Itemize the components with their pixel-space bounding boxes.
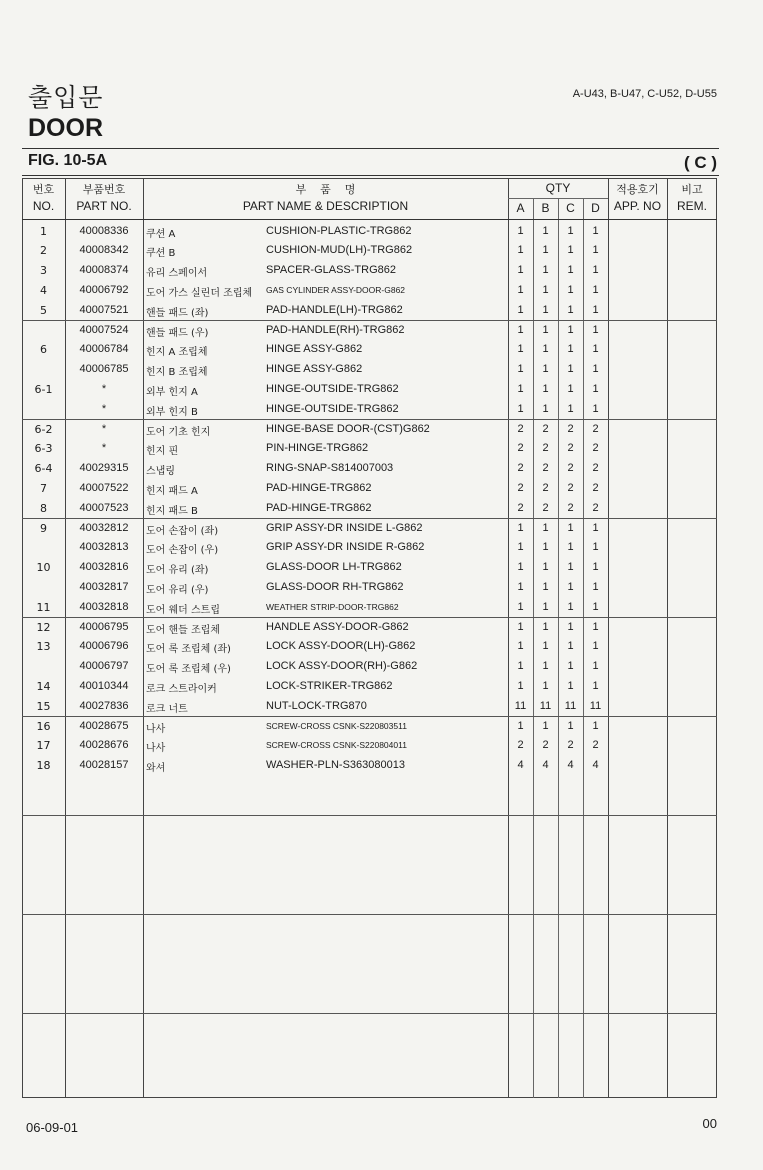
qty-b: 1 — [542, 640, 549, 653]
col-header-rem-ko: 비고 — [681, 183, 703, 196]
part-description: PAD-HANDLE(LH)-TRG862 — [266, 303, 403, 316]
part-number: 40032812 — [79, 521, 129, 534]
part-name-korean: 도어 핸들 조립체 — [146, 624, 220, 636]
qty-c: 1 — [567, 402, 574, 415]
qty-b: 4 — [542, 759, 549, 772]
part-name-korean: 힌지 B 조립체 — [146, 367, 208, 379]
table-row — [22, 360, 717, 380]
qty-c: 1 — [567, 679, 574, 692]
part-number: 40032813 — [79, 541, 129, 554]
part-number: 40008342 — [79, 244, 129, 257]
item-number: 12 — [36, 620, 51, 634]
qty-c: 1 — [567, 343, 574, 356]
part-description: GAS CYLINDER ASSY-DOOR-G862 — [266, 284, 406, 295]
qty-a: 2 — [517, 422, 524, 435]
page-title-korean: 출입문 — [28, 83, 104, 112]
item-number: 6-3 — [34, 442, 53, 456]
part-number: 40006797 — [79, 660, 129, 673]
qty-a: 2 — [517, 739, 524, 752]
part-number: 40028675 — [79, 719, 129, 732]
revision-date: 06-09-01 — [26, 1120, 79, 1135]
part-name-korean: 쿠션 B — [146, 248, 176, 260]
table-row — [22, 697, 717, 717]
part-number: * — [101, 382, 107, 395]
qty-c: 1 — [567, 719, 574, 732]
qty-d: 1 — [592, 679, 599, 692]
part-number: 40007521 — [79, 303, 129, 316]
qty-d: 1 — [592, 580, 599, 593]
qty-d: 1 — [592, 363, 599, 376]
qty-a: 1 — [517, 580, 524, 593]
part-name-korean: 로크 스트라이커 — [146, 683, 217, 695]
col-header-name-ko: 부 품 명 — [295, 183, 356, 196]
item-number: 16 — [36, 719, 51, 733]
item-number: 18 — [36, 759, 51, 773]
part-description: WASHER-PLN-S363080013 — [266, 759, 405, 772]
part-name-korean: 외부 힌지 B — [146, 406, 198, 418]
qty-a: 2 — [517, 442, 524, 455]
part-number: 40032818 — [79, 600, 129, 613]
qty-c: 1 — [567, 600, 574, 613]
table-row — [22, 301, 717, 321]
table-row — [22, 420, 717, 440]
part-name-korean: 도어 손잡이 (우) — [146, 545, 219, 557]
qty-a: 1 — [517, 382, 524, 395]
part-description: GLASS-DOOR RH-TRG862 — [266, 580, 404, 593]
qty-d: 1 — [592, 224, 599, 237]
part-number: 40028157 — [79, 759, 129, 772]
part-number: * — [101, 442, 107, 455]
part-name-korean: 힌지 패드 A — [146, 485, 198, 497]
qty-d: 1 — [592, 660, 599, 673]
qty-d: 1 — [592, 521, 599, 534]
item-number: 13 — [36, 640, 51, 654]
item-number: 4 — [40, 283, 47, 297]
item-number: 3 — [40, 264, 47, 278]
part-description: PIN-HINGE-TRG862 — [266, 442, 369, 455]
qty-b: 1 — [542, 521, 549, 534]
table-row — [22, 321, 717, 341]
part-description: HANDLE ASSY-DOOR-G862 — [266, 620, 409, 633]
part-number: 40028676 — [79, 739, 129, 752]
table-row — [22, 400, 717, 420]
qty-b: 1 — [542, 679, 549, 692]
qty-d: 2 — [592, 442, 599, 455]
qty-c: 1 — [567, 363, 574, 376]
part-description: LOCK-STRIKER-TRG862 — [266, 679, 393, 692]
qty-d: 1 — [592, 541, 599, 554]
part-number: 40010344 — [79, 679, 129, 692]
qty-a: 1 — [517, 283, 524, 296]
qty-b: 1 — [542, 660, 549, 673]
qty-d: 4 — [592, 759, 599, 772]
part-name-korean: 도어 유리 (좌) — [146, 565, 209, 577]
part-number: 40006784 — [79, 343, 129, 356]
qty-b: 1 — [542, 600, 549, 613]
part-name-korean: 힌지 핀 — [146, 446, 179, 458]
part-description: PAD-HINGE-TRG862 — [266, 481, 372, 494]
figure-number: FIG. 10-5A — [28, 152, 108, 169]
qty-c: 4 — [567, 759, 574, 772]
header-bottom-line — [22, 219, 717, 220]
table-row — [22, 261, 717, 281]
col-header-rem: REM. — [677, 199, 707, 213]
qty-c: 1 — [567, 541, 574, 554]
col-header-qty-c: C — [566, 201, 575, 215]
table-row — [22, 637, 717, 657]
qty-d: 2 — [592, 501, 599, 514]
item-number: 11 — [36, 600, 51, 614]
col-header-no: NO. — [32, 199, 55, 213]
table-row — [22, 598, 717, 618]
part-number: 40006792 — [79, 283, 129, 296]
qty-b: 2 — [542, 442, 549, 455]
page-number: 00 — [702, 1116, 717, 1131]
qty-a: 1 — [517, 679, 524, 692]
qty-c: 1 — [567, 521, 574, 534]
qty-a: 2 — [517, 501, 524, 514]
qty-a: 1 — [517, 402, 524, 415]
qty-c: 1 — [567, 264, 574, 277]
qty-c: 1 — [567, 580, 574, 593]
part-name-korean: 유리 스페이서 — [146, 268, 208, 280]
col-header-qty-a: A — [516, 201, 525, 215]
qty-c: 1 — [567, 561, 574, 574]
group-divider — [22, 1013, 717, 1014]
qty-b: 1 — [542, 580, 549, 593]
qty-b: 11 — [539, 699, 552, 712]
qty-c: 1 — [567, 620, 574, 633]
qty-d: 1 — [592, 620, 599, 633]
qty-c: 2 — [567, 442, 574, 455]
part-description: PAD-HINGE-TRG862 — [266, 501, 372, 514]
qty-a: 1 — [517, 660, 524, 673]
qty-a: 1 — [517, 640, 524, 653]
qty-b: 1 — [542, 343, 549, 356]
part-description: GRIP ASSY-DR INSIDE L-G862 — [266, 521, 423, 534]
group-divider — [22, 815, 717, 816]
qty-c: 2 — [567, 462, 574, 475]
qty-a: 1 — [517, 600, 524, 613]
part-number: 40032816 — [79, 561, 129, 574]
qty-d: 1 — [592, 402, 599, 415]
part-number: 40007523 — [79, 501, 129, 514]
col-header-part-ko: 부품번호 — [82, 183, 126, 196]
qty-b: 2 — [542, 739, 549, 752]
figure-divider — [22, 175, 719, 176]
part-description: NUT-LOCK-TRG870 — [266, 699, 367, 712]
table-row — [22, 380, 717, 400]
qty-d: 1 — [592, 264, 599, 277]
part-name-korean: 핸들 패드 (좌) — [146, 307, 209, 319]
part-description: LOCK ASSY-DOOR(LH)-G862 — [266, 640, 416, 653]
part-name-korean: 와셔 — [146, 763, 166, 775]
col-header-qty-b: B — [541, 201, 550, 215]
part-name-korean: 도어 록 조립체 (좌) — [146, 644, 231, 656]
part-description: GLASS-DOOR LH-TRG862 — [266, 561, 402, 574]
qty-c: 1 — [567, 283, 574, 296]
qty-a: 1 — [517, 719, 524, 732]
qty-d: 1 — [592, 600, 599, 613]
qty-a: 1 — [517, 620, 524, 633]
model-list: A-U43, B-U47, C-U52, D-U55 — [572, 88, 717, 100]
table-row — [22, 340, 717, 360]
part-name-korean: 도어 웨더 스트립 — [146, 604, 220, 616]
qty-c: 1 — [567, 303, 574, 316]
table-row — [22, 618, 717, 638]
part-name-korean: 쿠션 A — [146, 228, 176, 240]
part-number: * — [101, 422, 107, 435]
part-name-korean: 도어 기초 힌지 — [146, 426, 211, 438]
table-row — [22, 717, 717, 737]
item-number: 7 — [40, 481, 47, 495]
qty-d: 11 — [589, 699, 602, 712]
qty-header-divider — [508, 198, 608, 199]
qty-c: 2 — [567, 739, 574, 752]
table-row — [22, 677, 717, 697]
col-header-qty-d: D — [591, 201, 600, 215]
part-number: 40029315 — [79, 462, 129, 475]
qty-d: 1 — [592, 561, 599, 574]
qty-c: 1 — [567, 323, 574, 336]
part-name-korean: 힌지 패드 B — [146, 505, 198, 517]
part-number: 40008336 — [79, 224, 129, 237]
table-row — [22, 657, 717, 677]
qty-b: 1 — [542, 719, 549, 732]
qty-d: 1 — [592, 303, 599, 316]
part-name-korean: 로크 너트 — [146, 703, 188, 715]
part-description: SCREW-CROSS CSNK-S220803511 — [266, 720, 407, 731]
table-row — [22, 479, 717, 499]
qty-c: 11 — [564, 699, 577, 712]
qty-a: 4 — [517, 759, 524, 772]
item-number: 6-4 — [34, 462, 53, 476]
part-description: SCREW-CROSS CSNK-S220804011 — [266, 740, 407, 751]
part-number: 40006796 — [79, 640, 129, 653]
part-name-korean: 핸들 패드 (우) — [146, 327, 209, 339]
qty-c: 2 — [567, 501, 574, 514]
qty-a: 1 — [517, 244, 524, 257]
col-header-app: APP. NO — [613, 199, 662, 213]
part-description: CUSHION-MUD(LH)-TRG862 — [266, 244, 413, 257]
part-number: * — [101, 402, 107, 415]
col-header-app-ko: 적용호기 — [616, 183, 659, 196]
qty-a: 1 — [517, 363, 524, 376]
item-number: 15 — [36, 699, 51, 713]
part-name-korean: 나사 — [146, 743, 166, 755]
qty-d: 2 — [592, 462, 599, 475]
item-number: 9 — [40, 521, 47, 535]
part-description: HINGE-BASE DOOR-(CST)G862 — [266, 422, 430, 435]
qty-a: 2 — [517, 462, 524, 475]
qty-b: 1 — [542, 283, 549, 296]
part-name-korean: 도어 손잡이 (좌) — [146, 525, 219, 537]
qty-d: 2 — [592, 481, 599, 494]
qty-a: 1 — [517, 264, 524, 277]
item-number: 6-1 — [34, 382, 53, 396]
part-name-korean: 도어 유리 (우) — [146, 584, 209, 596]
table-row — [22, 519, 717, 539]
qty-d: 1 — [592, 719, 599, 732]
qty-a: 1 — [517, 323, 524, 336]
qty-c: 2 — [567, 481, 574, 494]
part-number: 40008374 — [79, 264, 129, 277]
part-number: 40027836 — [79, 699, 129, 712]
qty-b: 1 — [542, 224, 549, 237]
header-divider — [22, 148, 719, 149]
table-row — [22, 439, 717, 459]
col-header-name: PART NAME & DESCRIPTION — [242, 199, 409, 213]
qty-d: 2 — [592, 422, 599, 435]
qty-d: 1 — [592, 640, 599, 653]
qty-b: 1 — [542, 244, 549, 257]
item-number: 17 — [36, 739, 51, 753]
table-row — [22, 558, 717, 578]
part-number: 40006795 — [79, 620, 129, 633]
part-description: WEATHER STRIP-DOOR-TRG862 — [266, 601, 399, 612]
qty-b: 1 — [542, 620, 549, 633]
item-number: 8 — [40, 501, 47, 515]
part-name-korean: 외부 힌지 A — [146, 386, 198, 398]
col-header-qty: QTY — [545, 181, 571, 195]
qty-b: 1 — [542, 264, 549, 277]
part-description: GRIP ASSY-DR INSIDE R-G862 — [266, 541, 425, 554]
qty-d: 2 — [592, 739, 599, 752]
variant-label: ( C ) — [683, 153, 717, 172]
qty-a: 1 — [517, 303, 524, 316]
qty-b: 2 — [542, 501, 549, 514]
qty-a: 1 — [517, 224, 524, 237]
qty-d: 1 — [592, 323, 599, 336]
item-number: 2 — [40, 244, 47, 258]
part-description: PAD-HANDLE(RH)-TRG862 — [266, 323, 405, 336]
qty-c: 1 — [567, 640, 574, 653]
part-description: HINGE-OUTSIDE-TRG862 — [266, 402, 399, 415]
item-number: 1 — [40, 224, 47, 238]
table-row — [22, 499, 717, 519]
page-title: DOOR — [28, 114, 103, 142]
part-description: HINGE ASSY-G862 — [266, 363, 363, 376]
part-description: HINGE ASSY-G862 — [266, 343, 363, 356]
qty-b: 2 — [542, 462, 549, 475]
qty-b: 1 — [542, 323, 549, 336]
item-number: 14 — [36, 679, 51, 693]
qty-b: 2 — [542, 481, 549, 494]
qty-c: 1 — [567, 244, 574, 257]
qty-c: 2 — [567, 422, 574, 435]
part-number: 40032817 — [79, 580, 129, 593]
part-number: 40006785 — [79, 363, 129, 376]
table-row — [22, 459, 717, 479]
qty-d: 1 — [592, 283, 599, 296]
qty-c: 1 — [567, 224, 574, 237]
qty-b: 1 — [542, 382, 549, 395]
qty-a: 1 — [517, 343, 524, 356]
part-description: CUSHION-PLASTIC-TRG862 — [266, 224, 412, 237]
part-description: LOCK ASSY-DOOR(RH)-G862 — [266, 660, 418, 673]
qty-b: 1 — [542, 561, 549, 574]
part-name-korean: 도어 록 조립체 (우) — [146, 664, 231, 676]
item-number: 5 — [40, 303, 47, 317]
qty-d: 1 — [592, 382, 599, 395]
col-header-no-ko: 번호 — [32, 183, 55, 196]
part-number: 40007522 — [79, 481, 129, 494]
table-row — [22, 578, 717, 598]
part-number: 40007524 — [79, 323, 129, 336]
qty-c: 1 — [567, 382, 574, 395]
part-name-korean: 스냅링 — [146, 466, 175, 478]
table-row — [22, 281, 717, 301]
group-divider — [22, 914, 717, 915]
qty-c: 1 — [567, 660, 574, 673]
qty-a: 2 — [517, 481, 524, 494]
table-row — [22, 756, 717, 776]
part-name-korean: 도어 가스 실린더 조립체 — [146, 287, 253, 299]
part-name-korean: 힌지 A 조립체 — [146, 347, 208, 359]
item-number: 6-2 — [34, 422, 53, 436]
table-row — [22, 222, 717, 242]
qty-b: 1 — [542, 363, 549, 376]
col-header-part: PART NO. — [76, 199, 132, 213]
table-row — [22, 241, 717, 261]
part-name-korean: 나사 — [146, 723, 166, 735]
part-description: HINGE-OUTSIDE-TRG862 — [266, 382, 399, 395]
qty-a: 1 — [517, 541, 524, 554]
part-description: RING-SNAP-S814007003 — [266, 462, 394, 475]
part-description: SPACER-GLASS-TRG862 — [266, 264, 397, 277]
qty-b: 1 — [542, 303, 549, 316]
qty-a: 1 — [517, 521, 524, 534]
item-number: 6 — [40, 343, 47, 357]
table-row — [22, 736, 717, 756]
qty-b: 2 — [542, 422, 549, 435]
qty-a: 1 — [517, 561, 524, 574]
qty-a: 11 — [514, 699, 527, 712]
qty-d: 1 — [592, 343, 599, 356]
qty-b: 1 — [542, 541, 549, 554]
qty-d: 1 — [592, 244, 599, 257]
table-row — [22, 538, 717, 558]
qty-b: 1 — [542, 402, 549, 415]
item-number: 10 — [36, 561, 51, 575]
